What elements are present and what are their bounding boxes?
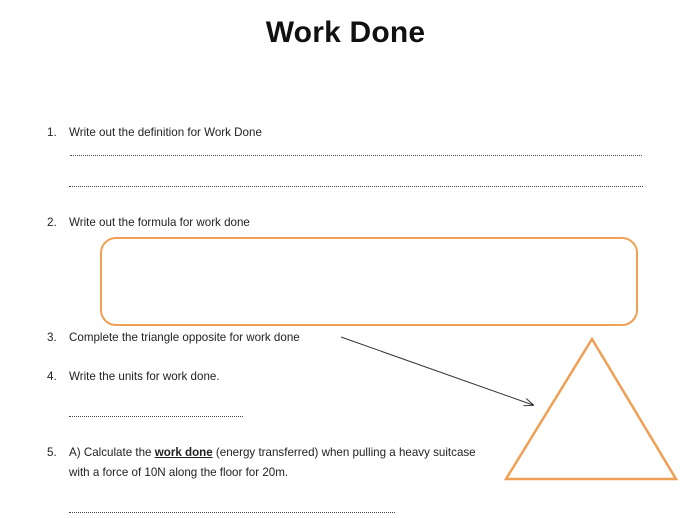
work-done-emphasis: work done xyxy=(154,446,213,459)
question-text: Complete the triangle opposite for work done xyxy=(69,331,300,344)
question-text: Write out the definition for Work Done xyxy=(69,126,262,139)
page-title: Work Done xyxy=(265,16,426,49)
question-number: 1. xyxy=(47,126,57,139)
question-number: 5. xyxy=(47,446,57,459)
question-number: 2. xyxy=(47,216,57,229)
work-done-triangle[interactable] xyxy=(506,339,676,479)
question-text-prefix: A) Calculate the xyxy=(69,446,155,459)
question-number: 3. xyxy=(47,331,57,344)
question-text-suffix: (energy transferred) when pulling a heavy suitcase xyxy=(212,446,476,459)
question-text: Write out the formula for work done xyxy=(69,216,250,229)
pointer-arrow xyxy=(341,337,533,405)
question-number: 4. xyxy=(47,370,57,383)
question-text-line-2: with a force of 10N along the floor for 20m. xyxy=(69,466,289,479)
question-text: Write the units for work done. xyxy=(69,370,220,383)
